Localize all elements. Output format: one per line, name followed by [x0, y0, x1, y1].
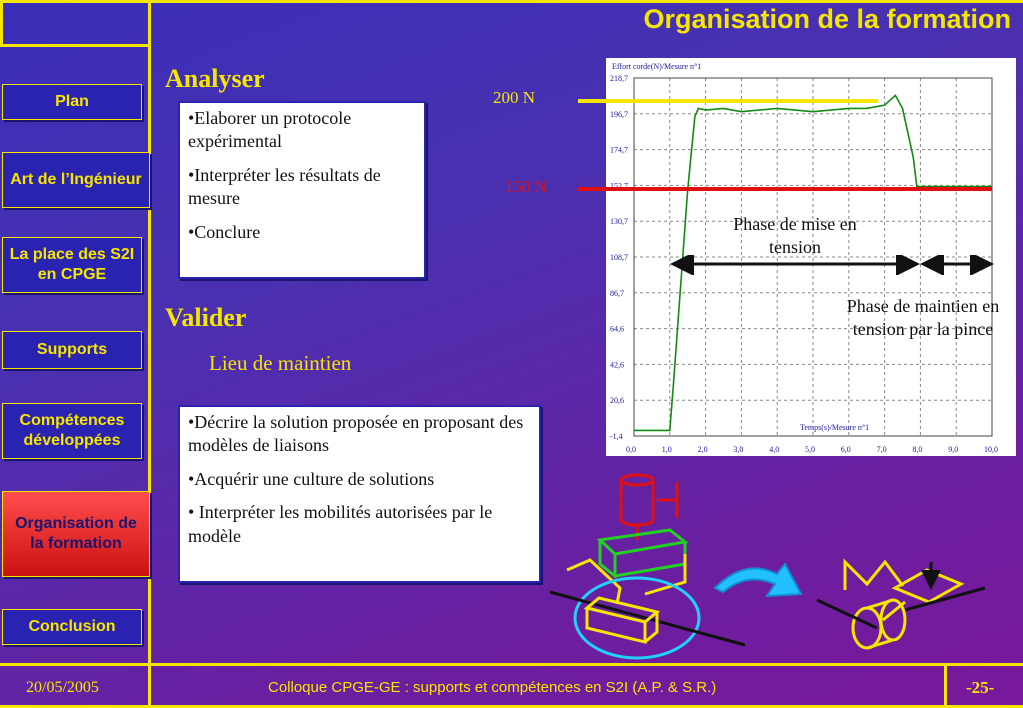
- nav-label: Supports: [36, 341, 108, 358]
- frame-footer-top: [0, 663, 1023, 666]
- x-tick-label: 9,0: [948, 445, 959, 454]
- phase-arrows: [670, 255, 1000, 275]
- x-tick-label: 1,0: [661, 445, 672, 454]
- analyser-box: [178, 101, 426, 279]
- y-tick-label: 196,7: [610, 109, 628, 119]
- nav-label: Compétences développées: [19, 412, 125, 449]
- y-tick-label: 86,7: [610, 288, 624, 298]
- frame-corner-bottom: [0, 44, 150, 47]
- page-title: Organisation de la formation: [643, 4, 1011, 34]
- x-tick-label: 8,0: [912, 445, 923, 454]
- reference-lines: [560, 80, 1000, 200]
- valider-item: •Acquérir une culture de solutions: [188, 468, 435, 489]
- analyser-heading: Analyser: [165, 64, 265, 93]
- frame-footer-divider: [944, 663, 947, 708]
- y-tick-label: 64,6: [610, 324, 624, 334]
- frame-vertical: [148, 0, 151, 708]
- label-200n: 200 N: [493, 88, 536, 107]
- y-tick-label: -1,4: [610, 432, 623, 441]
- valider-subheading: Lieu de maintien: [209, 351, 352, 375]
- nav-plan[interactable]: [2, 84, 142, 120]
- nav-conclusion[interactable]: [2, 609, 142, 645]
- nav-supports[interactable]: [2, 331, 142, 369]
- analyser-item: •Conclure: [188, 221, 261, 242]
- y-tick-label: 20,6: [610, 396, 624, 406]
- green-prism-icon: [600, 530, 685, 576]
- model-axis: [817, 600, 877, 628]
- chart-title: Effort corde(N)/Mesure n°1: [612, 62, 702, 71]
- x-tick-label: 10,0: [984, 445, 998, 454]
- x-tick-label: 7,0: [876, 445, 887, 454]
- nav-competences[interactable]: [2, 403, 142, 459]
- nav-label: La place des S2I en CPGE: [9, 246, 135, 283]
- analyser-item: •Elaborer un protocole expérimental: [188, 108, 352, 152]
- phase-maintien-label: Phase de maintien en tension par la pince: [846, 296, 1000, 340]
- y-tick-label: 174,7: [610, 145, 628, 155]
- valider-box: [178, 405, 541, 583]
- mechanism-illustration: [545, 470, 1015, 660]
- nav-art-ingenieur[interactable]: [2, 152, 150, 208]
- footer-date: 20/05/2005: [26, 679, 99, 696]
- nav-label: Plan: [55, 93, 89, 110]
- y-tick-label: 218,7: [610, 74, 628, 83]
- transform-arrow-icon[interactable]: [715, 564, 801, 596]
- x-axis-label: Temps(s)/Mesure n°1: [800, 423, 870, 432]
- frame-top: [0, 0, 1023, 3]
- cyan-ellipse-icon: [575, 578, 699, 658]
- x-tick-label: 2,0: [697, 445, 708, 454]
- valider-heading: Valider: [165, 303, 247, 332]
- y-tick-label: 130,7: [610, 217, 628, 227]
- nav-organisation[interactable]: [2, 491, 150, 577]
- nav-label: Art de l’Ingénieur: [10, 171, 142, 188]
- y-tick-label: 42,6: [610, 360, 624, 370]
- x-tick-label: 3,0: [733, 445, 744, 454]
- x-tick-label: 5,0: [805, 445, 815, 454]
- y-tick-label: 108,7: [610, 253, 628, 262]
- x-tick-label: 0,0: [626, 445, 636, 454]
- nav-place-s2i[interactable]: [2, 237, 142, 293]
- valider-item: • Interpréter les mobilités autorisées par le modèle: [188, 502, 493, 546]
- footer-caption: Colloque CPGE-GE : supports et compétences en S2I (A.P. & S.R.): [268, 679, 717, 696]
- simplified-model-icon: [845, 562, 961, 648]
- nav-label: Conclusion: [28, 618, 116, 635]
- nav-label: Organisation de la formation: [15, 515, 137, 552]
- y-tick-label: 152,7: [610, 181, 628, 191]
- x-tick-label: 6,0: [840, 445, 851, 454]
- footer-page-number: -25-: [966, 678, 995, 697]
- frame-corner-left: [0, 0, 3, 47]
- analyser-item: •Interpréter les résultats de mesure: [188, 164, 381, 209]
- valider-item: •Décrire la solution proposée en proposant des modèles de liaisons: [188, 412, 524, 456]
- phase-tension-label: Phase de mise en tension: [733, 214, 857, 258]
- pivot-icon: [921, 570, 941, 590]
- x-tick-label: 4,0: [769, 445, 780, 454]
- label-150n: 150 N: [505, 177, 548, 196]
